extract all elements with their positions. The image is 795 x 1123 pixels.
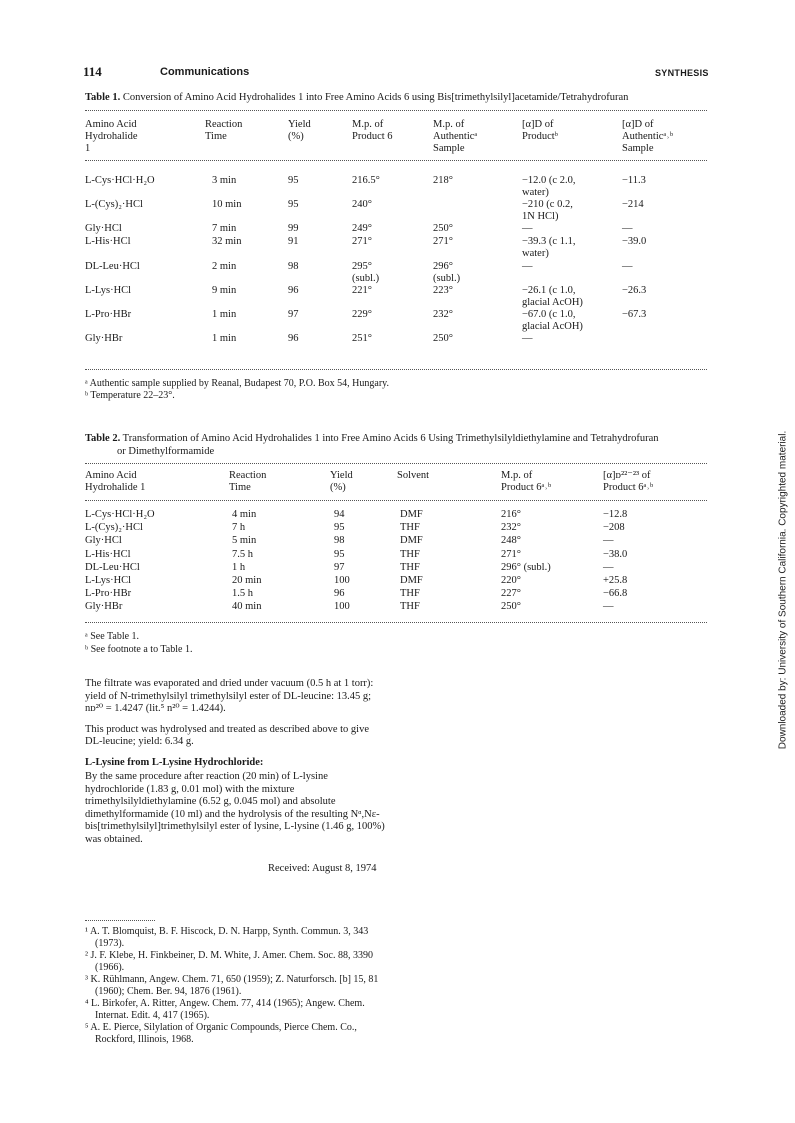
table2-header-cell: Time (229, 482, 251, 493)
references (85, 926, 385, 1046)
table1-cell: 223° (433, 285, 453, 296)
reference-5: ⁵ A. E. Pierce, Silylation of Organic Compounds, Pierce Chem. Co., Rockford, Illinois, 1968. (85, 1022, 357, 1045)
reference-1: ¹ A. T. Blomquist, B. F. Hiscock, D. N. Harpp, Synth. Commun. 3, 343 (1973). (85, 926, 369, 949)
table2-header-cell: Reaction (229, 470, 267, 481)
references-rule (85, 920, 155, 921)
table2-header-cell: Solvent (397, 470, 430, 481)
table2-footnote-a: ᵃ See Table 1. (85, 631, 140, 642)
table1-cell: Gly·HBr (85, 333, 123, 344)
table2-cell: 232° (501, 522, 521, 534)
table1-cell: L-(Cys)₂·HCl (85, 199, 143, 210)
table1-cell: L-Lys·HCl (85, 285, 132, 296)
table1-header-cell: Sample (622, 143, 654, 154)
table1-cell: 97 (288, 309, 299, 320)
table2-cell: −12.8 (603, 509, 628, 520)
table1-cell: 99 (288, 223, 299, 234)
table2-cell: −66.8 (603, 588, 628, 600)
table2-cell: 97 (334, 561, 345, 573)
table1-cell: 7 min (212, 223, 237, 234)
table1-cell: L-Pro·HBr (85, 309, 132, 320)
table1-cell: 1 min (212, 309, 237, 320)
table1-cell: 95 (288, 199, 299, 210)
table2-cell: 98 (334, 535, 345, 547)
table2-label: Table 2. (85, 433, 121, 444)
table2-cell: 220° (501, 575, 521, 586)
table1-header-cell: Product 6 (352, 131, 393, 142)
table2-cell: L-His·HCl (85, 548, 131, 560)
table1-cell: 216.5° (352, 175, 380, 186)
table1-header-cell: [α]D of (522, 119, 554, 130)
table2-cell: THF (400, 522, 420, 534)
table1-header-cell: [α]D of (622, 119, 654, 130)
table2-cell: 95 (334, 522, 345, 534)
paragraph-lysine: By the same procedure after reaction (20 min) of L-lysine hydrochloride (1.83 g, 0.01 mol) with the mixture trimethylsilyldiethylamine (6.52 g, 0.045 mol) and absolute dimethylformamide (10 ml) and the hydrolysis of the resulting Nᵅ,Nε-bis[trimethylsilyl]trimethylsilyl ester of lysine, L-lysine (1.46 g, 100%) was obtained. (85, 771, 385, 845)
table1-cell: L-Cys·HCl·H₂O (85, 175, 155, 186)
table1-footnote-a: ᵃ Authentic sample supplied by Reanal, Budapest 70, P.O. Box 54, Hungary. (85, 378, 389, 389)
table1-header-cell: Productᵇ (522, 131, 558, 142)
table2-header-cell: [α]ᴅ²²⁻²³ of (603, 470, 651, 481)
table1-cell: glacial AcOH) (522, 297, 583, 308)
table2-header-rule (85, 500, 707, 501)
table1-cell: 98 (288, 261, 299, 272)
table1-label: Table 1. (85, 92, 121, 103)
table2-cell: THF (400, 548, 420, 560)
table2-cell: 7 h (232, 522, 246, 534)
table1-cell: 1N HCl) (522, 211, 559, 222)
table1-cell: L-His·HCl (85, 236, 131, 247)
table1-cell: −11.3 (622, 175, 646, 186)
table1-header-cell: Reaction (205, 119, 243, 130)
table1-cell: 2 min (212, 261, 237, 272)
table2-cell: DMF (400, 509, 423, 520)
table1-header-cell: Authenticᵃ˒ᵇ (622, 131, 674, 142)
table2-header-cell: Product 6ᵃ˒ᵇ (501, 482, 552, 493)
table1-cell: water) (522, 187, 549, 198)
table1-cell: 91 (288, 236, 299, 247)
experimental-text (85, 678, 385, 854)
table2-cell: Gly·HCl (85, 535, 122, 547)
table1-footnote-b: ᵇ Temperature 22–23°. (85, 390, 175, 401)
table2-cell: DL-Leu·HCl (85, 561, 140, 573)
table2-cell: 96 (334, 588, 345, 600)
table2-cell: 20 min (232, 575, 262, 586)
table1-cell: glacial AcOH) (522, 321, 583, 332)
table1-header-cell: Yield (288, 119, 311, 130)
reference-2: ² J. F. Klebe, H. Finkbeiner, D. M. White, J. Amer. Chem. Soc. 88, 3390 (1966). (85, 950, 373, 973)
table1-cell: 251° (352, 333, 372, 344)
table2-cell: DMF (400, 575, 423, 586)
table1-cell: −26.3 (622, 285, 647, 296)
table1-caption (85, 92, 628, 103)
table1-cell: 240° (352, 199, 372, 210)
table2-cell: 7.5 h (232, 548, 253, 560)
table1-cell: 232° (433, 309, 453, 320)
table2-cell: — (603, 601, 614, 613)
download-watermark: Downloaded by: University of Southern California. Copyrighted material. (777, 430, 789, 750)
table2-cell: 250° (501, 601, 521, 613)
table2-cell: — (603, 535, 614, 547)
table2-cell: 1 h (232, 561, 246, 573)
table2-caption-line2: or Dimethylformamide (117, 446, 215, 457)
table2-header-cell: Product 6ᵃ˒ᵇ (603, 482, 654, 493)
table1-cell: (subl.) (433, 273, 461, 284)
table2-cell: L-Lys·HCl (85, 575, 132, 586)
table2-header-cell: Amino Acid (85, 470, 137, 481)
table2-bottom-rule (85, 622, 707, 623)
table1-cell: 271° (433, 236, 453, 247)
table2-footnote-b: ᵇ See footnote a to Table 1. (85, 644, 193, 655)
table1-cell: 271° (352, 236, 372, 247)
table1-cell: 296° (433, 261, 453, 272)
table1-cell: water) (522, 248, 549, 259)
table2-cell: — (603, 561, 614, 573)
table2-cell: THF (400, 601, 420, 613)
table1-header-cell: Hydrohalide (85, 131, 138, 142)
table1-header-cell: M.p. of (352, 119, 384, 130)
reference-4: ⁴ L. Birkofer, A. Ritter, Angew. Chem. 77, 414 (1965); Angew. Chem. Internat. Edit. 4, 417 (1965). (85, 998, 365, 1021)
table2-cell: 40 min (232, 601, 262, 613)
table2-cell: L-Cys·HCl·H₂O (85, 509, 155, 520)
table2-cell: Gly·HBr (85, 601, 123, 613)
table1-header-cell: 1 (85, 143, 91, 154)
table2-cell: 5 min (232, 535, 257, 547)
table1-cell: −12.0 (c 2.0, (522, 175, 576, 186)
table2-caption (85, 433, 659, 444)
table1-cell: −39.3 (c 1.1, (522, 236, 576, 247)
reference-3: ³ K. Rühlmann, Angew. Chem. 71, 650 (1959); Z. Naturforsch. [b] 15, 81 (1960); Chem. Ber. 94, 1876 (1961). (85, 974, 379, 997)
table2-header-cell: Hydrohalide 1 (85, 482, 146, 493)
paragraph-filtrate: The filtrate was evaporated and dried under vacuum (0.5 h at 1 torr): yield of N-trimethylsilyl trimethylsilyl ester of DL-leucine: 13.45 g; nᴅ²⁰ = 1.4247 (lit.⁵ n²⁰ = 1.4244). (85, 678, 374, 714)
table1-top-rule (85, 110, 707, 111)
table1-cell: 32 min (212, 236, 242, 247)
table1-caption-text: Conversion of Amino Acid Hydrohalides 1 into Free Amino Acids 6 using Bis[trimethylsilyl]acetamide/Tetrahydrofuran (122, 92, 629, 103)
table1-cell: 250° (433, 333, 453, 344)
table2-cell: L-(Cys)₂·HCl (85, 522, 143, 534)
table2-cell: 296° (subl.) (501, 561, 551, 573)
table1-cell: — (622, 261, 633, 272)
table2-caption-text: Transformation of Amino Acid Hydrohalides 1 into Free Amino Acids 6 Using Trimethylsilyldiethylamine and Tetrahydrofuran (122, 433, 659, 444)
table1-header-rule (85, 160, 707, 161)
table2-cell: 1.5 h (232, 588, 253, 600)
paragraph-hydrolysis: This product was hydrolysed and treated as described above to give DL-leucine; yield: 6.34 g. (85, 723, 369, 747)
table2-cell: −38.0 (603, 548, 628, 560)
table1-cell: — (622, 223, 633, 234)
table1-cell: 218° (433, 175, 453, 186)
table2-cell: DMF (400, 535, 423, 547)
table1-header-cell: M.p. of (433, 119, 465, 130)
table1-cell: 3 min (212, 175, 237, 186)
table2-cell: THF (400, 561, 420, 573)
table2-cell: THF (400, 588, 420, 600)
table2-header-cell: (%) (330, 482, 346, 493)
journal-name: SYNTHESIS (655, 68, 709, 78)
table2-header-cell: Yield (330, 470, 353, 481)
table1-cell: 250° (433, 223, 453, 234)
table2-cell: 271° (501, 548, 521, 560)
table2-top-rule (85, 463, 707, 464)
table1-cell: −67.0 (c 1.0, (522, 309, 576, 320)
table1-cell: — (522, 223, 533, 234)
table1-cell: Gly·HCl (85, 223, 122, 234)
table1-cell: (subl.) (352, 273, 380, 284)
table1-cell: 221° (352, 285, 372, 296)
table2-cell: 94 (334, 509, 345, 520)
page-number: 114 (83, 64, 102, 79)
table2-cell: 100 (334, 575, 350, 586)
table1-cell: 96 (288, 285, 299, 296)
table1-cell: — (522, 261, 533, 272)
table1-cell: 249° (352, 223, 372, 234)
table1-cell: −210 (c 0.2, (522, 199, 573, 210)
table1-cell: — (522, 333, 533, 344)
section-title: Communications (160, 66, 250, 78)
table2-cell: 4 min (232, 509, 257, 520)
subheading-lysine: L-Lysine from L-Lysine Hydrochloride: (85, 756, 264, 768)
table1-header-cell: Amino Acid (85, 119, 137, 130)
table1-cell: DL-Leu·HCl (85, 261, 140, 272)
table1-cell: 95 (288, 175, 299, 186)
table1-cell: 295° (352, 261, 372, 272)
table1-cell: −26.1 (c 1.0, (522, 285, 576, 296)
table1-bottom-rule (85, 369, 707, 370)
table1-cell: 10 min (212, 199, 242, 210)
table2-cell: 227° (501, 588, 521, 600)
table2-cell: +25.8 (603, 575, 628, 586)
received-date: Received: August 8, 1974 (268, 863, 377, 874)
table1-header-cell: Authenticᵃ (433, 131, 478, 142)
table2-cell: 95 (334, 548, 345, 560)
table1-cell: −39.0 (622, 236, 647, 247)
table1-cell: 1 min (212, 333, 237, 344)
table2-cell: 216° (501, 509, 521, 520)
table2-cell: L-Pro·HBr (85, 588, 132, 600)
table2-header-cell: M.p. of (501, 470, 533, 481)
table1-header-cell: Sample (433, 143, 465, 154)
table1-header-cell: (%) (288, 131, 304, 142)
table1-cell: 96 (288, 333, 299, 344)
table1-header-cell: Time (205, 131, 227, 142)
table1-cell: 229° (352, 309, 372, 320)
table2-cell: 100 (334, 601, 350, 613)
table1-cell: −214 (622, 199, 644, 210)
table1-cell: 9 min (212, 285, 237, 296)
table2-cell: −208 (603, 522, 625, 534)
table2-cell: 248° (501, 535, 521, 547)
table1-cell: −67.3 (622, 309, 647, 320)
